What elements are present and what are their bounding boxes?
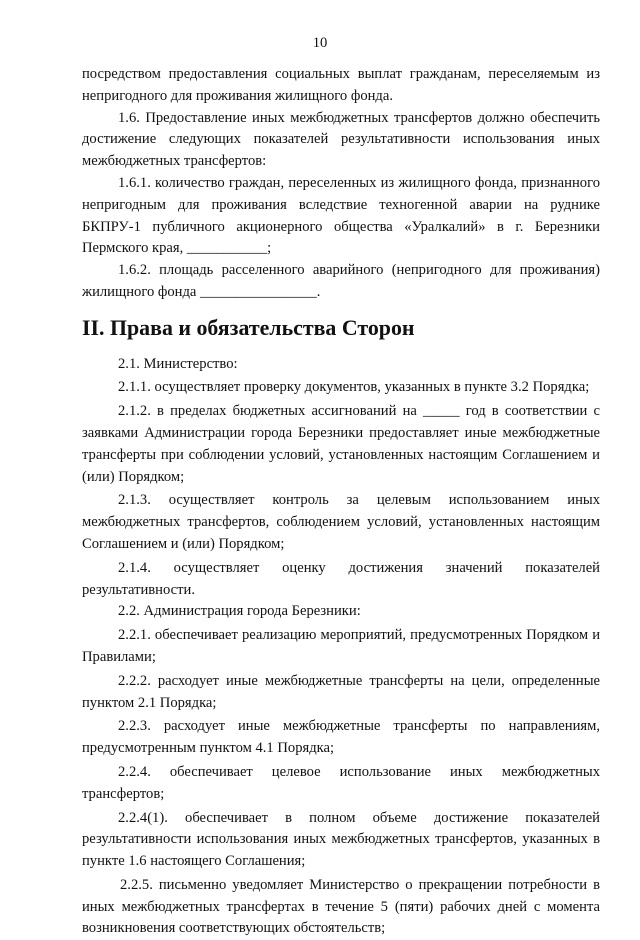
clause-2-2-4: 2.2.4. обеспечивает целевое использование иных межбюджетных трансфертов;	[82, 763, 600, 802]
document-body	[82, 64, 600, 940]
clause-2-2-5: 2.2.5. письменно уведомляет Министерство о прекращении потребности в иных межбюджетных трансфертах в течение 5 (пяти) рабочих дней с момента возникновения соответствующих обстоятельств;	[82, 876, 600, 937]
clause-2-1-2: 2.1.2. в пределах бюджетных ассигнований на _____ год в соответствии с заявками Администрации города Березники предоставляет иные межбюджетные трансферты при соблюдении условий, установленных настоящим Соглашением и (или) Порядком;	[82, 403, 600, 485]
clause-2-2-3: 2.2.3. расходует иные межбюджетные трансферты по направлениям, предусмотренным пунктом 4.1 Порядка;	[82, 718, 600, 757]
paragraph-1-6: 1.6. Предоставление иных межбюджетных трансфертов должно обеспечить достижение следующих показателей результативности использования иных межбюджетных трансфертов:	[82, 109, 600, 170]
clause-2-2: 2.2. Администрация города Березники:	[118, 603, 361, 620]
clause-2-1-1: 2.1.1. осуществляет проверку документов, указанных в пункте 3.2 Порядка;	[118, 379, 590, 396]
section-heading: II. Права и обязательства Сторон	[82, 314, 415, 340]
page-number: 10	[312, 35, 328, 51]
paragraph-1-6-2: 1.6.2. площадь расселенного аварийного (непригодного для проживания) жилищного фонда ________________.	[82, 262, 600, 300]
clause-2-1-3: 2.1.3. осуществляет контроль за целевым использованием иных межбюджетных трансфертов, соблюдением условий, установленных настоящим Соглашением и (или) Порядком;	[82, 492, 600, 552]
clause-2-2-4-1: 2.2.4(1). обеспечивает в полном объеме достижение показателей результативности использования иных межбюджетных трансфертов, указанных в пункте 1.6 настоящего Соглашения;	[82, 809, 600, 870]
clause-2-2-2: 2.2.2. расходует иные межбюджетные трансферты на цели, определенные пунктом 2.1 Порядка;	[82, 672, 600, 711]
paragraph-1-6-1: 1.6.1. количество граждан, переселенных из жилищного фонда, признанного непригодным для проживания вследствие техногенной аварии на руднике БКПРУ-1 публичного акционерного общества «Уралкалий» в г. Березники Пермского края, ___________;	[82, 174, 600, 257]
paragraph-social-payments: посредством предоставления социальных выплат гражданам, переселяемым из непригодного для проживания жилищного фонда.	[82, 66, 600, 104]
clause-2-1-4: 2.1.4. осуществляет оценку достижения значений показателей результативности.	[82, 559, 600, 598]
clause-2-2-1: 2.2.1. обеспечивает реализацию мероприятий, предусмотренных Порядком и Правилами;	[82, 627, 600, 665]
clause-2-1: 2.1. Министерство:	[118, 355, 238, 372]
